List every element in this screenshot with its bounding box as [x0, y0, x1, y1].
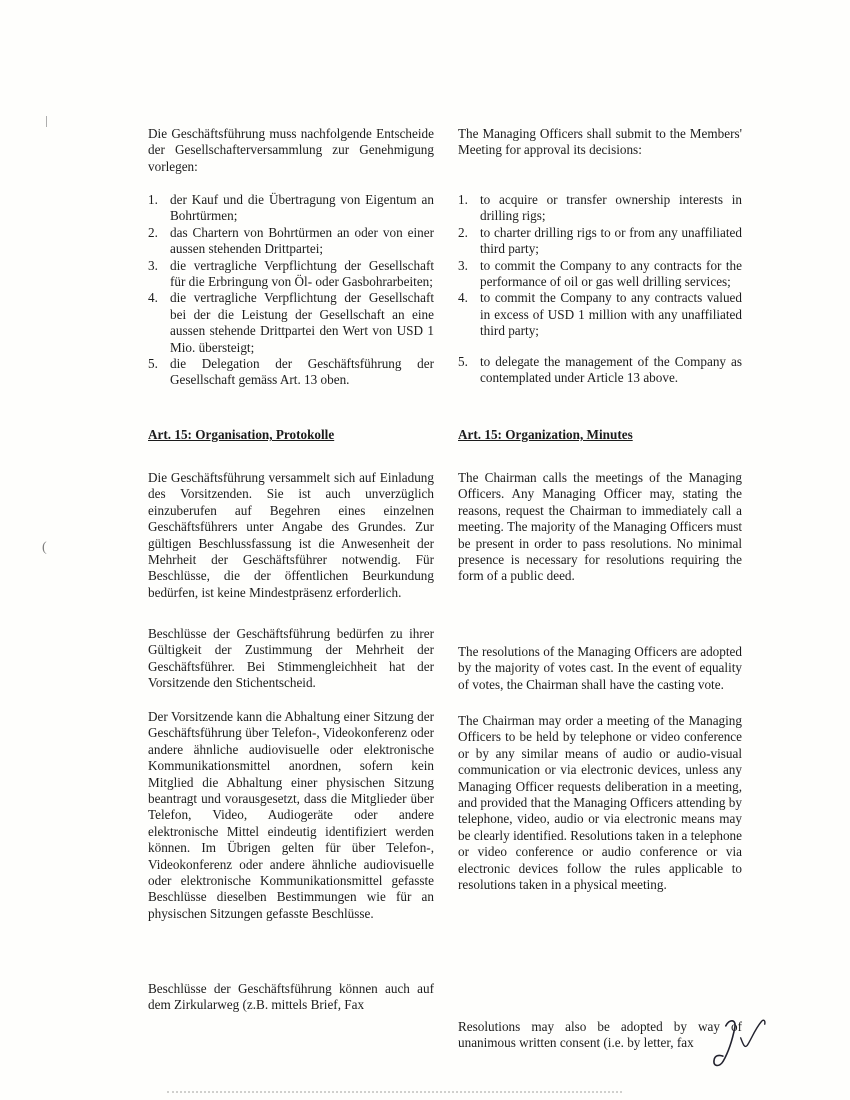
paragraph-en-4: Resolutions may also be adopted by way of unanimous written consent (i.e. by letter, fax — [458, 1019, 742, 1051]
list-item-text: to charter drilling rigs to or from any unaffiliated third party; — [480, 224, 742, 257]
english-column — [458, 0, 742, 1100]
paragraph-intro-de: Die Geschäftsführung muss nachfolgende Entscheide der Gesellschafterversammlung zur Genehmigung vorlegen: — [148, 126, 434, 174]
list-item — [148, 258, 434, 291]
list-item-number: 2. — [458, 224, 468, 240]
list-item-number: 5. — [148, 356, 158, 372]
list-item — [458, 354, 742, 387]
list-item — [148, 356, 434, 389]
list-item-number: 4. — [148, 290, 158, 306]
paragraph-intro-en: The Managing Officers shall submit to the Members' Meeting for approval its decisions: — [458, 126, 742, 158]
list-item-number: 2. — [148, 224, 158, 240]
list-item-text: to acquire or transfer ownership interests in drilling rigs; — [480, 192, 742, 224]
article-heading-de: Art. 15: Organisation, Protokolle — [148, 427, 335, 442]
list-item-text: to delegate the management of the Company as contemplated under Article 13 above. — [480, 353, 742, 386]
paragraph-en-1: The Chairman calls the meetings of the Managing Officers. Any Managing Officer may, stating the reasons, request the Chairman to immediately call a meeting. The majority of the Managing Officers must be present in order to pass resolutions. No minimal presence is necessary for resolutions requiring the form of a public deed. — [458, 470, 742, 584]
scan-artifact-tick — [46, 116, 47, 127]
list-item — [148, 192, 434, 225]
list-item-number: 1. — [458, 192, 468, 207]
paragraph-de-1: Die Geschäftsführung versammelt sich auf Einladung des Vorsitzenden. Sie ist auch unverzüglich einzuberufen auf Begehren eines einzelnen Geschäftsführers unter Angabe des Grundes. Zur gültigen Beschlussfassung ist die Anwesenheit der Mehrheit der Geschäftsführer notwendig. Für Beschlüsse, die der öffentlichen Beurkundung bedürfen, ist keine Mindestpräsenz erforderlich. — [148, 470, 434, 600]
paragraph-de-3: Der Vorsitzende kann die Abhaltung einer Sitzung der Geschäftsführung über Telefon-, Videokonferenz oder andere ähnliche audiovisuelle oder elektronische Kommunikationsmittel anordnen, sofern kein Mitglied die Abhaltung einer physischen Sitzung beantragt und vorausgesetzt, dass die Mitglieder über Telefon, Video, Audiogeräte oder andere elektronische Mittel eindeutig identifiziert werden können. Im Übrigen gelten für über Telefon-, Videokonferenz oder andere ähnliche audiovisuelle oder elektronische Kommunikationsmittel gefasste Beschlüsse dieselben Bestimmungen wie für an physischen Sitzungen gefasste Beschlüsse. — [148, 709, 434, 921]
list-item — [458, 258, 742, 291]
list-item-text: die vertragliche Verpflichtung der Gesellschaft für die Erbringung von Öl- oder Gasbohrarbeiten; — [170, 257, 434, 290]
german-column — [148, 0, 434, 1100]
decision-list-en — [458, 192, 742, 386]
list-item-text: die Delegation der Geschäftsführung der Gesellschaft gemäss Art. 13 oben. — [170, 356, 434, 388]
article-heading-en: Art. 15: Organization, Minutes — [458, 427, 633, 442]
list-item-text: das Chartern von Bohrtürmen an oder von einer aussen stehenden Drittpartei; — [170, 224, 434, 257]
list-item-number: 1. — [148, 192, 158, 207]
signature-drawing — [701, 1012, 777, 1075]
list-item-text: der Kauf und die Übertragung von Eigentum an Bohrtürmen; — [170, 192, 434, 224]
list-item — [458, 192, 742, 225]
list-item — [148, 290, 434, 356]
list-item-number: 3. — [148, 257, 158, 273]
signature-initials — [701, 1012, 777, 1075]
list-item — [148, 225, 434, 258]
list-item — [458, 225, 742, 258]
list-item-number: 4. — [458, 290, 468, 306]
scan-artifact-dotted-line — [167, 1091, 622, 1093]
list-item-text: die vertragliche Verpflichtung der Gesellschaft bei der die Leistung der Gesellschaft an eine aussen stehende Drittpartei den Wert von USD 1 Mio. übersteigt; — [170, 290, 434, 355]
list-item-text: to commit the Company to any contracts for the performance of oil or gas well drilling services; — [480, 257, 742, 290]
paragraph-de-4: Beschlüsse der Geschäftsführung können auch auf dem Zirkularweg (z.B. mittels Brief, Fax — [148, 981, 434, 1013]
list-item — [458, 290, 742, 339]
paragraph-en-3: The Chairman may order a meeting of the Managing Officers to be held by telephone or video conference or by any similar means of audio or audio-visual communication or via electronic devices, unless any Managing Officer requests deliberation in a meeting, and provided that the Managing Officers attending by telephone, video, audio or via electronic means may be clearly identified. Resolutions taken in a telephone or video conference or audio conference or via electronic devices follow the rules applicable to resolutions taken in a physical meeting. — [458, 713, 742, 893]
scan-artifact-paren: ( — [42, 540, 47, 555]
list-item-number: 5. — [458, 353, 468, 369]
list-item-text: to commit the Company to any contracts valued in excess of USD 1 million with any unaffiliated third party; — [480, 290, 742, 339]
list-item-number: 3. — [458, 257, 468, 273]
paragraph-de-2: Beschlüsse der Geschäftsführung bedürfen zu ihrer Gültigkeit der Zustimmung der Mehrheit der Geschäftsführer. Bei Stimmengleichheit hat der Vorsitzende den Stichentscheid. — [148, 626, 434, 691]
decision-list-de — [148, 192, 434, 389]
paragraph-en-2: The resolutions of the Managing Officers are adopted by the majority of votes cast. In the event of equality of votes, the Chairman shall have the casting vote. — [458, 644, 742, 692]
